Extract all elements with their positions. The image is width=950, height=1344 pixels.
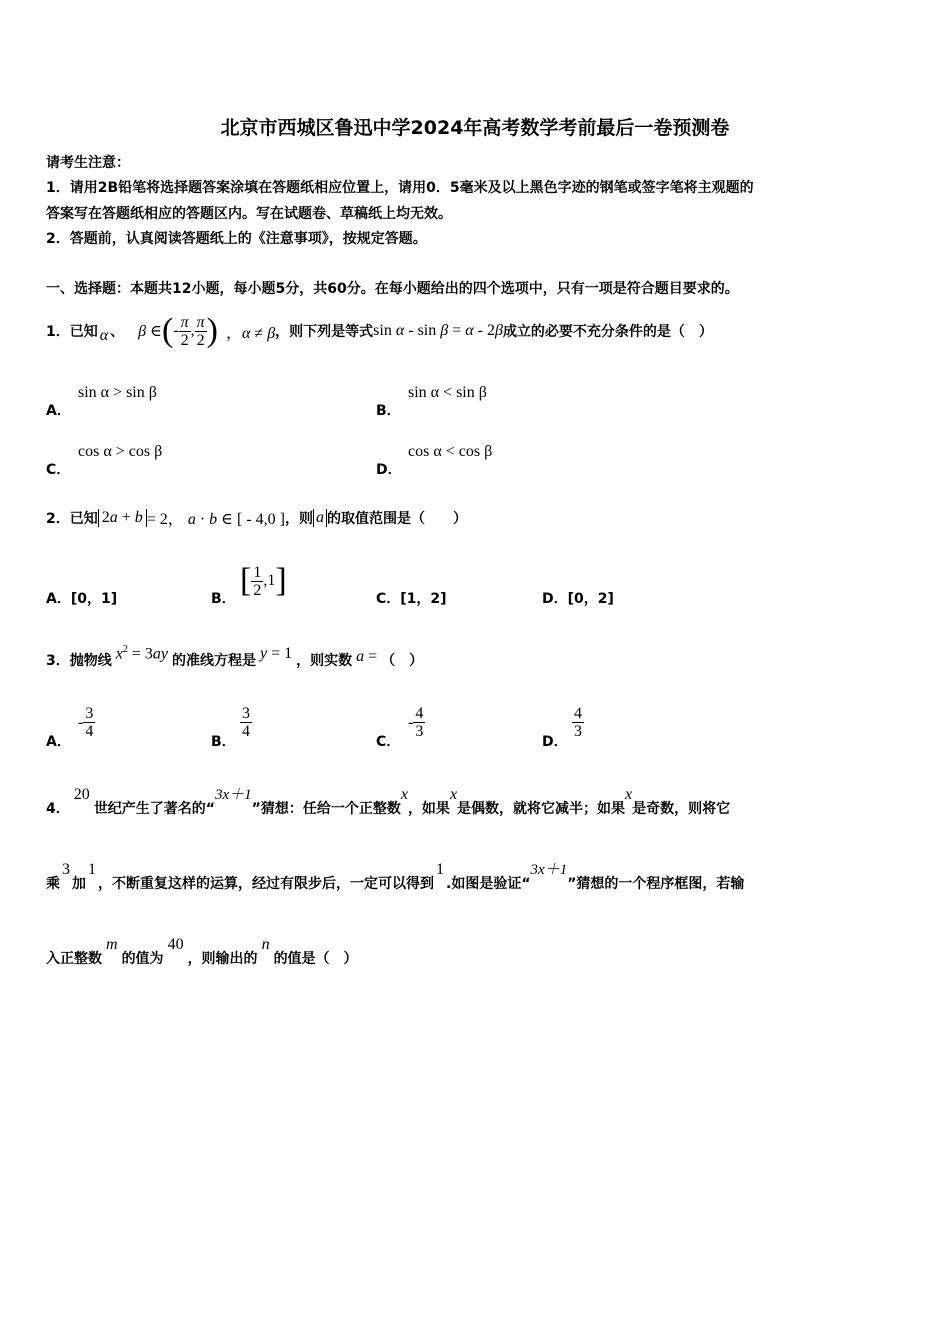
q2-option-b: [ $\frac{1}{2}$ ,1 ] bbox=[240, 562, 287, 599]
q3-middle2: ，则实数 bbox=[296, 653, 353, 669]
q2-option-d: D．[0，2] bbox=[542, 591, 614, 607]
q4-line-1: 4． 20 世纪产生了著名的“ 3x＋1 ”猜想：任给一个正整数 x ，如果 x 是偶数，就将它减半；如果 x 是奇数，则将它 bbox=[46, 786, 731, 817]
q3-number: 3．抛物线 bbox=[46, 653, 112, 669]
q3-option-a-label: A． bbox=[46, 734, 71, 750]
notice-item1-line1: 1．请用2B铅笔将选择题答案涂填在答题纸相应位置上，请用0．5毫米及以上黑色字迹的钢笔或签字笔将主观题的 bbox=[46, 180, 754, 196]
q1-option-a: sin α > sin β bbox=[78, 384, 157, 401]
q3-option-b-label: B． bbox=[211, 734, 236, 750]
q2-option-a: A．[0，1] bbox=[46, 591, 118, 607]
q3-option-d-label: D． bbox=[542, 734, 568, 750]
q1-condition: ，则下列是等式 bbox=[275, 324, 374, 340]
q4-number: 4． bbox=[46, 801, 70, 817]
q3-option-c-label: C． bbox=[376, 734, 401, 750]
q1-option-b-label: B． bbox=[376, 403, 401, 419]
q2-number: 2．已知 bbox=[46, 510, 98, 527]
q2-tail: 的取值范围是（ ） bbox=[326, 510, 467, 527]
section-heading: 一、选择题：本题共12小题，每小题5分，共60分。在每小题给出的四个选项中，只有一项是符合题目要求的。 bbox=[46, 281, 739, 297]
q1-tail: 成立的必要不充分条件的是（ ） bbox=[502, 324, 713, 340]
q4-line-3: 入正整数 m 的值为 40 ，则输出的 n 的值是（ ） bbox=[46, 936, 358, 967]
notice-item2: 2．答题前，认真阅读答题纸上的《注意事项》，按规定答题。 bbox=[46, 231, 427, 247]
notice-heading: 请考生注意： bbox=[46, 155, 130, 171]
q1-option-b: sin α < sin β bbox=[408, 384, 487, 401]
q1-number: 1．已知 bbox=[46, 324, 98, 340]
q3-middle: 的准线方程是 bbox=[172, 653, 256, 669]
q3-option-b: $\frac{3}{4}$ bbox=[242, 705, 250, 740]
page-title: 北京市西城区鲁迅中学2024年高考数学考前最后一卷预测卷 bbox=[220, 117, 730, 139]
q3-option-a: - $\frac{3}{4}$ bbox=[78, 705, 94, 740]
q1-option-c-label: C． bbox=[46, 462, 71, 478]
question-1: 1．已知 α 、 β ∈ ( - $\frac{\pi}{2}$ , $\frac{\pi}{2}$ ) ，α ≠ β ，则下列是等式 sin α - sin β = α - 2β 成立的必要不充分条件的是（ ） bbox=[46, 312, 713, 349]
q3-option-d: $\frac{4}{3}$ bbox=[574, 705, 582, 740]
q1-separator: 、 bbox=[110, 324, 125, 340]
q1-option-d: cos α < cos β bbox=[408, 443, 493, 460]
notice-item1-line2: 答案写在答题纸相应的答题区内。写在试题卷、草稿纸上均无效。 bbox=[46, 206, 452, 222]
q1-option-d-label: D． bbox=[376, 462, 402, 478]
q3-tail: （ ） bbox=[381, 653, 424, 669]
q4-line-2: 乘 3 加 1 ，不断重复这样的运算，经过有限步后，一定可以得到 1 .如图是验证“ 3x＋1 ”猜想的一个程序框图，若输 bbox=[46, 861, 745, 892]
question-2: 2．已知 2a + b = 2， a · b ∈ [ - 4,0 ] ，则 a 的取值范围是（ ） bbox=[46, 508, 467, 528]
q1-option-c: cos α > cos β bbox=[78, 443, 163, 460]
q2-middle: ，则 bbox=[284, 510, 313, 527]
q2-option-b-label: B． bbox=[211, 591, 236, 607]
q3-option-c: - $\frac{4}{3}$ bbox=[408, 705, 424, 740]
q2-option-c: C．[1，2] bbox=[376, 591, 447, 607]
q1-option-a-label: A． bbox=[46, 403, 71, 419]
question-3: 3．抛物线 $x^2 = 3ay$ 的准线方程是 y = 1 ，则实数 a = （ ） bbox=[46, 644, 424, 669]
